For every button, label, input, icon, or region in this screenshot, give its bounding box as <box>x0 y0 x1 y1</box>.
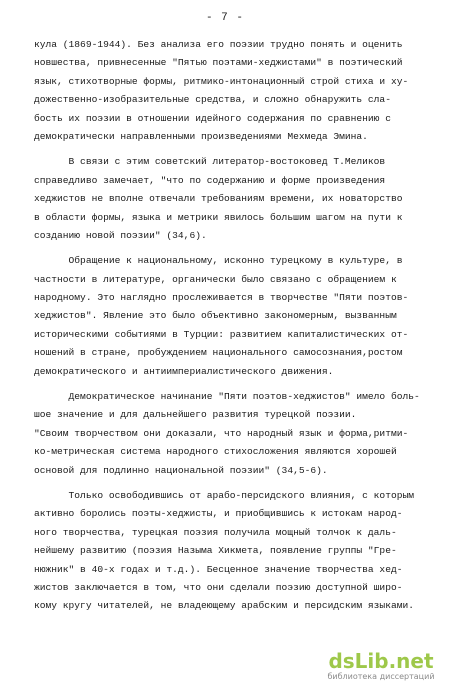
text-line: "Своим творчеством они доказали, что народный язык и форма,ритми- <box>34 427 409 439</box>
paragraph <box>34 252 434 381</box>
text-line: нейшему развитию (поэзия Назыма Хикмета, появление группы "Гре- <box>34 545 397 557</box>
text-line: основой для подлинно национальной поэзии" (34,5-6). <box>34 464 328 476</box>
text-line: дожественно-изобразительные средства, и сложно обнаружить сла- <box>34 94 391 106</box>
text-line: шое значение и для дальнейшего развития турецкой поэзии. <box>34 409 357 421</box>
text-line: язык, стихотворные формы, ритмико-интонационный строй стиха и ху- <box>34 75 409 87</box>
text-line: ного творчества, турецкая поэзия получила мощный толчок к даль- <box>34 526 397 538</box>
text-line: В связи с этим советский литератор-востоковед Т.Меликов <box>34 156 386 168</box>
watermark <box>326 650 436 682</box>
paragraph <box>34 153 434 245</box>
text-line: жистов заключается в том, что они сделали поэзию доступной широ- <box>34 581 403 593</box>
paragraph <box>34 388 434 480</box>
text-line: созданию новой поэзии" (34,6). <box>34 229 207 241</box>
text-line: народному. Это наглядно прослеживается в творчестве "Пяти поэтов- <box>34 292 409 304</box>
text-line: Демократическое начинание "Пяти поэтов-хеджистов" имело боль- <box>34 391 420 403</box>
text-line: кому кругу читателей, не владеющему арабским и персидским языками. <box>34 600 414 612</box>
watermark-logo: dsLib.net <box>328 649 434 673</box>
text-line: Только освободившись от арабо-персидского влияния, с которым <box>34 489 414 501</box>
text-line: хеджистов не вполне отвечали требованиям времени, их новаторство <box>34 193 403 205</box>
text-line: демократического и антиимпериалистического движения. <box>34 365 334 377</box>
text-line: историческими событиями в Турции: развитием капиталистических от- <box>34 328 409 340</box>
watermark-subtitle: библиотека диссертаций <box>327 672 435 681</box>
text-line: нюжник" в 40-х годах и т.д.). Бесценное значение творчества хед- <box>34 563 403 575</box>
text-line: кула (1869-1944). Без анализа его поэзии трудно понять и оценить <box>34 39 403 50</box>
text-line: ко-метрическая система народного стихосложения являются хорошей <box>34 446 397 458</box>
page-number: - 7 - <box>205 12 244 24</box>
text-line: бость их поэзии в отношении идейного содержания по сравнению с <box>34 112 391 124</box>
text-line: справедливо замечает, "что по содержанию и форме произведения <box>34 174 386 186</box>
paragraph <box>34 487 434 616</box>
text-line: ношений в стране, пробуждением национального самосознания,ростом <box>34 347 403 359</box>
paragraph <box>34 36 434 146</box>
text-line: новшества, привнесенные "Пятью поэтами-хеджистами" в поэтический <box>34 57 403 69</box>
text-line: Обращение к национальному, исконно турецкому в культуре, в <box>34 255 403 267</box>
text-line: частности в литературе, органически было связано с обращением к <box>34 273 397 285</box>
text-line: демократически направленными произведениями Мехмеда Эмина. <box>34 130 368 142</box>
document-body <box>34 36 434 616</box>
text-line: активно боролись поэты-хеджисты, и приобщившись к истокам народ- <box>34 508 403 520</box>
text-line: в области формы, языка и метрики явилось большим шагом на пути к <box>34 211 403 223</box>
text-line: хеджистов". Явление это было объективно закономерным, вызванным <box>34 310 397 322</box>
